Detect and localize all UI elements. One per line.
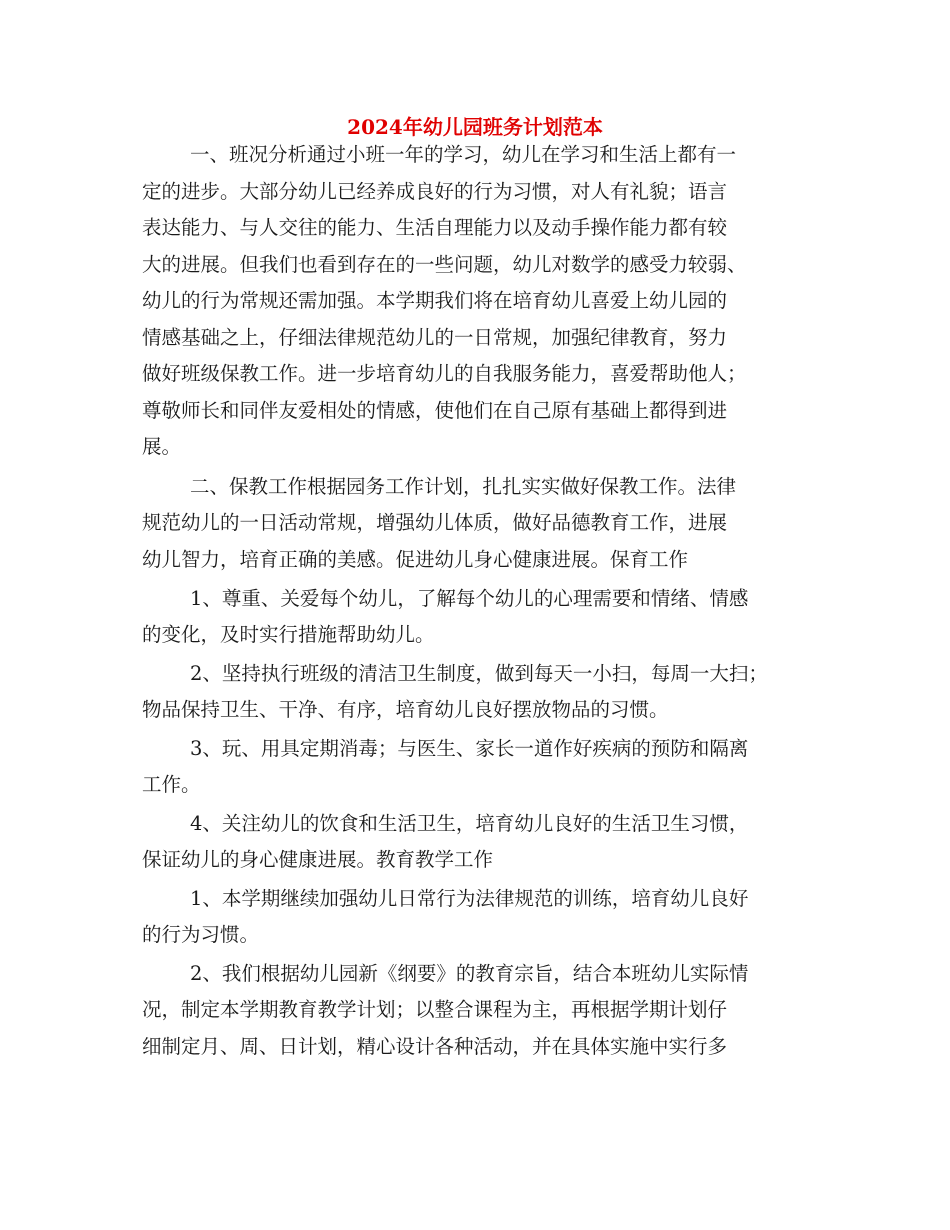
paragraph-line: 的变化，及时实行措施帮助幼儿。 <box>142 623 435 646</box>
paragraph-line: 二、保教工作根据园务工作计划，扎扎实实做好保教工作。法律 <box>190 475 737 498</box>
paragraph-line: 展。 <box>142 435 182 458</box>
paragraph-line: 况，制定本学期教育教学计划；以整合课程为主，再根据学期计划仔 <box>142 998 728 1021</box>
paragraph-line: 物品保持卫生、干净、有序，培育幼儿良好摆放物品的习惯。 <box>142 698 669 721</box>
paragraph-line: 2、我们根据幼儿园新《纲要》的教育宗旨，结合本班幼儿实际情 <box>190 962 749 985</box>
paragraph-line: 做好班级保教工作。进一步培育幼儿的自我服务能力，喜爱帮助他人； <box>142 362 747 385</box>
paragraph-line: 一、班况分析通过小班一年的学习，幼儿在学习和生活上都有一 <box>190 143 737 166</box>
paragraph-line: 2、坚持执行班级的清洁卫生制度，做到每天一小扫，每周一大扫； <box>190 662 768 685</box>
paragraph-line: 尊敬师长和同伴友爱相处的情感，使他们在自己原有基础上都得到进 <box>142 399 728 422</box>
paragraph-line: 大的进展。但我们也看到存在的一些问题，幼儿对数学的感受力较弱、 <box>142 253 747 276</box>
paragraph-line: 规范幼儿的一日活动常规，增强幼儿体质，做好品德教育工作，进展 <box>142 511 728 534</box>
paragraph-line: 工作。 <box>142 773 201 796</box>
paragraph-line: 保证幼儿的身心健康进展。教育教学工作 <box>142 848 494 871</box>
paragraph-line: 表达能力、与人交往的能力、生活自理能力以及动手操作能力都有较 <box>142 216 728 239</box>
paragraph-line: 情感基础之上，仔细法律规范幼儿的一日常规，加强纪律教育，努力 <box>142 326 728 349</box>
paragraph-line: 幼儿智力，培育正确的美感。促进幼儿身心健康进展。保育工作 <box>142 548 689 571</box>
paragraph-line: 4、关注幼儿的饮食和生活卫生，培育幼儿良好的生活卫生习惯， <box>190 812 749 835</box>
paragraph-line: 的行为习惯。 <box>142 923 260 946</box>
paragraph-line: 1、本学期继续加强幼儿日常行为法律规范的训练，培育幼儿良好 <box>190 887 749 910</box>
paragraph-line: 3、玩、用具定期消毒；与医生、家长一道作好疾病的预防和隔离 <box>190 737 749 760</box>
document-title: 2024年幼儿园班务计划范本 <box>347 115 603 139</box>
paragraph-line: 定的进步。大部分幼儿已经养成良好的行为习惯，对人有礼貌；语言 <box>142 180 728 203</box>
paragraph-line: 细制定月、周、日计划，精心设计各种活动，并在具体实施中实行多 <box>142 1035 728 1058</box>
paragraph-line: 1、尊重、关爱每个幼儿，了解每个幼儿的心理需要和情绪、情感 <box>190 587 749 610</box>
paragraph-line: 幼儿的行为常规还需加强。本学期我们将在培育幼儿喜爱上幼儿园的 <box>142 289 728 312</box>
